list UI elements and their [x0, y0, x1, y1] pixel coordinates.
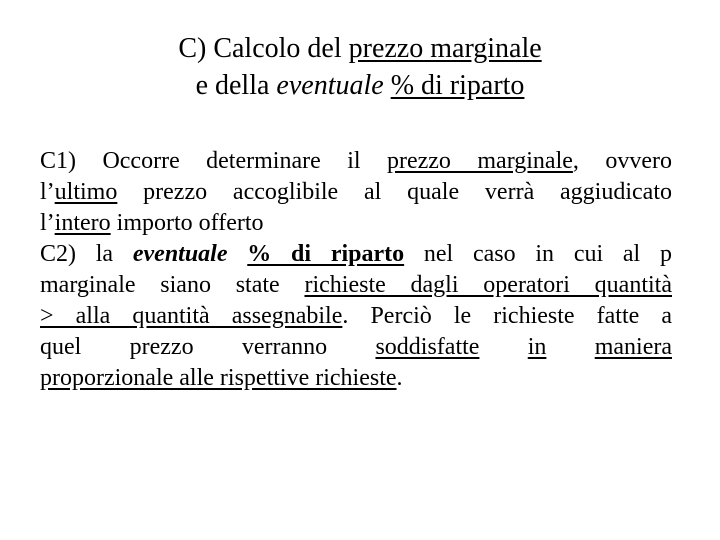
text: prezzo accoglibile al quale verrà aggiudicato	[117, 179, 672, 205]
underlined-text: prezzo marginale	[386, 148, 573, 174]
text	[479, 334, 527, 360]
underlined-text: in	[527, 334, 547, 360]
text: marginale siano state	[40, 272, 305, 298]
underlined-text: proporzionale alle rispettive richieste	[40, 365, 397, 391]
title-text: C) Calcolo del	[178, 33, 349, 64]
underlined-text: ultimo	[54, 179, 118, 205]
text: quel prezzo verranno	[40, 334, 376, 360]
text: importo offerto	[110, 210, 264, 236]
slide-body	[40, 146, 672, 394]
underlined-text: richieste dagli operatori quantità	[304, 272, 672, 298]
paragraph-c1	[40, 146, 672, 239]
text: . Perciò le richieste fatte a	[342, 303, 673, 329]
underlined-text: > alla quantità assegnabile	[40, 303, 343, 329]
c2-line-1	[40, 239, 672, 270]
title-text	[384, 70, 391, 101]
underlined-text: soddisfatte	[375, 334, 480, 360]
title-text: e della	[195, 70, 277, 101]
c2-line-3	[40, 301, 673, 332]
text: .	[396, 365, 403, 391]
c1-line-1	[40, 146, 672, 177]
text	[546, 334, 594, 360]
c2-line-4	[40, 332, 672, 363]
title-line-2	[0, 67, 720, 104]
bold-italic-text: eventuale	[132, 241, 228, 267]
paragraph-c2	[40, 239, 672, 394]
text: C1) Occorre determinare il	[40, 148, 387, 174]
text	[228, 241, 248, 267]
c2-line-5	[40, 363, 672, 394]
underlined-text: maniera	[594, 334, 672, 360]
title-underlined-text: % di riparto	[390, 70, 525, 101]
text: l’	[40, 210, 55, 236]
c2-line-2	[40, 270, 672, 301]
slide-title	[0, 30, 720, 104]
bold-underlined-text: % di riparto	[247, 241, 405, 267]
text: nel caso in cui al p	[404, 241, 672, 267]
underlined-text: intero	[54, 210, 111, 236]
title-italic-text: eventuale	[276, 70, 384, 101]
c1-line-3	[40, 208, 672, 239]
text: l’	[40, 179, 55, 205]
title-line-1	[0, 30, 720, 67]
text: C2) la	[40, 241, 133, 267]
text: , ovvero	[572, 148, 672, 174]
c1-line-2	[40, 177, 672, 208]
title-underlined-text: prezzo marginale	[348, 33, 542, 64]
